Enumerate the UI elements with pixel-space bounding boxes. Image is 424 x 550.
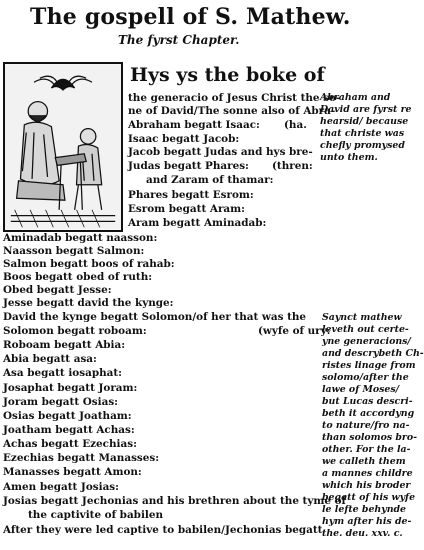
margin-note-line: Abraham and — [320, 92, 391, 103]
margin-note-line: but Lucas descri- — [322, 396, 413, 407]
margin-note-line: le lefte behynde — [322, 504, 407, 515]
margin-note-line: begatt of his wyfe — [322, 492, 416, 503]
margin-note-line: lawe of Moses/ — [322, 384, 400, 395]
text-line: Ezechias begatt Manasses: — [3, 452, 160, 464]
text-line: Esrom begatt Aram: — [128, 203, 245, 215]
text-line: Obed begatt Jesse: — [3, 284, 112, 296]
text-line: Asa begatt iosaphat: — [3, 367, 123, 379]
text-line: Solomon begatt roboam: — [3, 325, 147, 337]
turnover-wyfe: (wyfe of ury: — [258, 325, 331, 337]
margin-note-line: David are fyrst re — [320, 104, 412, 115]
margin-note-line: unto them. — [320, 152, 378, 163]
margin-note-line: beth it accordyng — [322, 408, 415, 419]
text-line: Boos begatt obed of ruth: — [3, 271, 153, 283]
text-line: Josaphat begatt Joram: — [3, 382, 138, 394]
margin-note-line: that christe was — [320, 128, 405, 139]
margin-note-line: chefly promysed — [320, 140, 405, 151]
text-line: Judas begatt Phares: — [128, 160, 249, 172]
margin-note-line: Saynct mathew — [322, 312, 402, 323]
text-line: Achas begatt Ezechias: — [3, 438, 137, 450]
chapter-subtitle: The fyrst Chapter. — [118, 33, 240, 47]
text-line: Jesse begatt david the kynge: — [3, 297, 174, 309]
text-line: and Zaram of thamar: — [146, 174, 274, 186]
text-line: Joatham begatt Achas: — [3, 424, 135, 436]
margin-note-line: yne generacions/ — [322, 336, 411, 347]
text-line: Joram begatt Osias: — [3, 396, 119, 408]
text-line: Roboam begatt Abia: — [3, 339, 126, 351]
margin-note-line: leveth out certe- — [322, 324, 409, 335]
text-line: Abia begatt asa: — [3, 353, 97, 365]
turnover-thren: (thren: — [272, 160, 313, 172]
text-line: Isaac begatt Jacob: — [128, 133, 240, 145]
text-line: the generacio of Jesus Christ the so- — [128, 92, 341, 104]
text-line: After they were led captive to babilen/Jechonias begatt — [3, 524, 323, 536]
chapter-heading: Hys ys the boke of — [130, 64, 325, 86]
woodcut-illustration — [3, 62, 123, 232]
margin-note-line: and descrybeth Ch- — [322, 348, 424, 359]
text-line: Josias begatt Jechonias and his brethren about the tyme of — [3, 495, 347, 507]
margin-note-line: ristes linage from — [322, 360, 416, 371]
text-line: ne of David/The sonne also of Abra- — [128, 105, 336, 117]
margin-note-line: we calleth them — [322, 456, 406, 467]
margin-note-line: the. deu. xxv. c. — [322, 528, 403, 539]
margin-note-line: hearsid/ because — [320, 116, 409, 127]
text-line: David the kynge begatt Solomon/of her that was the — [3, 311, 307, 323]
text-line: Osias begatt Joatham: — [3, 410, 132, 422]
text-line: Jacob begatt Judas and hys bre- — [128, 146, 313, 158]
margin-note-line: which his broder — [322, 480, 411, 491]
text-line: Abraham begatt Isaac: — [128, 119, 260, 131]
turnover-ham: (ha. — [284, 119, 307, 131]
margin-note-line: solomo/after the — [322, 372, 409, 383]
margin-note-line: to nature/fro na- — [322, 420, 410, 431]
margin-note-line: a mannes childre — [322, 468, 413, 479]
text-line: Manasses begatt Amon: — [3, 466, 142, 478]
text-line: Aminadab begatt naasson: — [3, 232, 158, 244]
text-line: Amen begatt Josias: — [3, 481, 119, 493]
text-line: Naasson begatt Salmon: — [3, 245, 145, 257]
margin-note-line: than solomos bro- — [322, 432, 417, 443]
text-line: Salmon begatt boos of rahab: — [3, 258, 175, 270]
margin-note-line: other. For the la- — [322, 444, 411, 455]
text-line: Phares begatt Esrom: — [128, 189, 254, 201]
page-title: The gospell of S. Mathew. — [30, 4, 351, 30]
text-line: the captivite of babilen — [28, 509, 164, 521]
margin-note-line: hym after his de- — [322, 516, 412, 527]
text-line: Aram begatt Aminadab: — [128, 217, 267, 229]
